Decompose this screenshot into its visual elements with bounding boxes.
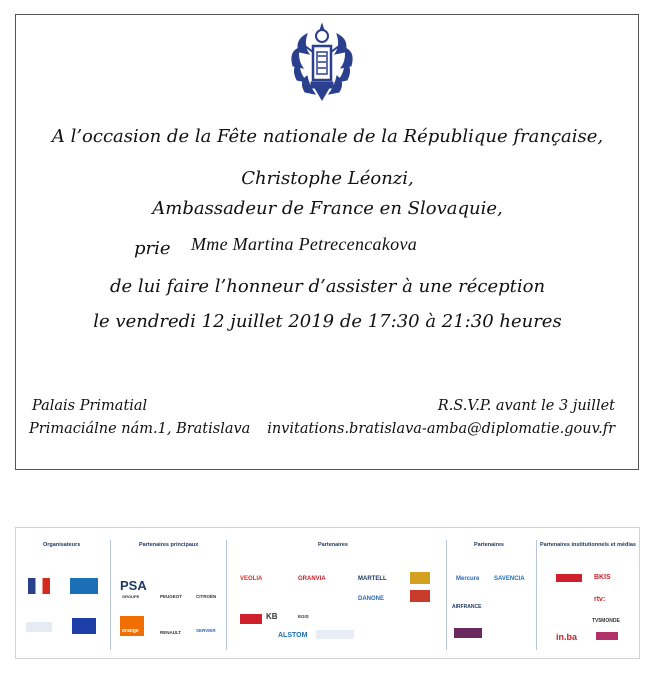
- ministry-logo: [26, 622, 52, 632]
- psa-logo: PSA: [120, 578, 147, 593]
- rsvp-email: invitations.bratislava-amba@diplomatie.gouv.fr: [267, 421, 615, 437]
- partner-logo: [596, 632, 618, 640]
- institut-francais-logo: [70, 578, 98, 594]
- tv5monde-logo: TV5MONDE: [592, 618, 620, 624]
- psa-sub: GROUPE: [122, 594, 140, 599]
- host-name: Christophe Léonzi,: [241, 168, 414, 189]
- partner-logo: [556, 574, 582, 582]
- inba-logo: in.ba: [556, 632, 578, 642]
- category-institutionnels: Partenaires institutionnels et médias: [540, 542, 636, 548]
- request-line: de lui faire l’honneur d’assister à une réception: [109, 276, 546, 297]
- citroen-logo: CITROËN: [196, 594, 217, 599]
- separator: [226, 540, 227, 650]
- partner-logo: [454, 628, 482, 638]
- host-title: Ambassadeur de France en Slovaquie,: [152, 198, 503, 219]
- category-principaux: Partenaires principaux: [139, 542, 199, 548]
- rsvp-deadline: R.S.V.P. avant le 3 juillet: [437, 398, 615, 414]
- occasion-line: A l’occasion de la Fête nationale de la République française,: [51, 126, 604, 147]
- category-partenaires-1: Partenaires: [318, 542, 348, 548]
- partner-logo: [316, 630, 354, 639]
- guest-name: Mme Martina Petrecencakova: [191, 234, 418, 254]
- veolia-logo: VEOLIA: [240, 576, 263, 582]
- separator: [110, 540, 111, 650]
- partner-logo: [410, 572, 430, 584]
- kb-logo: KB: [266, 612, 278, 621]
- martell-logo: MARTELL: [358, 576, 387, 582]
- bkis-logo: BKIS: [594, 574, 611, 581]
- partner-logo: [410, 590, 430, 602]
- eu-flag-logo: [72, 618, 96, 634]
- republique-logo: [28, 578, 50, 594]
- orange-logo: orange: [122, 628, 139, 634]
- granvia-logo: GRANVIA: [298, 576, 326, 582]
- renault-logo: RENAULT: [160, 630, 182, 635]
- mercure-logo: Mercure: [456, 576, 480, 582]
- prie-word: prie: [134, 238, 171, 259]
- venue-address: Primaciálne nám.1, Bratislava: [29, 421, 251, 437]
- rtv-logo: rtv:: [594, 596, 606, 603]
- venue-name: Palais Primatial: [32, 398, 148, 414]
- servier-logo: SERVIER: [196, 628, 216, 633]
- sponsors-banner: [15, 527, 640, 659]
- kb-logo-box: [240, 614, 262, 624]
- category-organisateurs: Organisateurs: [43, 542, 81, 548]
- airfrance-logo: AIRFRANCE: [452, 604, 482, 610]
- danone-logo: DANONE: [358, 596, 385, 602]
- savencia-logo: SAVENCIA: [494, 576, 525, 582]
- category-partenaires-2: Partenaires: [474, 542, 504, 548]
- datetime-line: le vendredi 12 juillet 2019 de 17:30 à 21:30 heures: [93, 311, 562, 332]
- french-republic-emblem: [287, 22, 357, 106]
- egis-logo: EGIS: [298, 614, 309, 619]
- separator: [446, 540, 447, 650]
- peugeot-logo: PEUGEOT: [160, 594, 183, 599]
- alstom-logo: ALSTOM: [278, 632, 308, 639]
- separator: [536, 540, 537, 650]
